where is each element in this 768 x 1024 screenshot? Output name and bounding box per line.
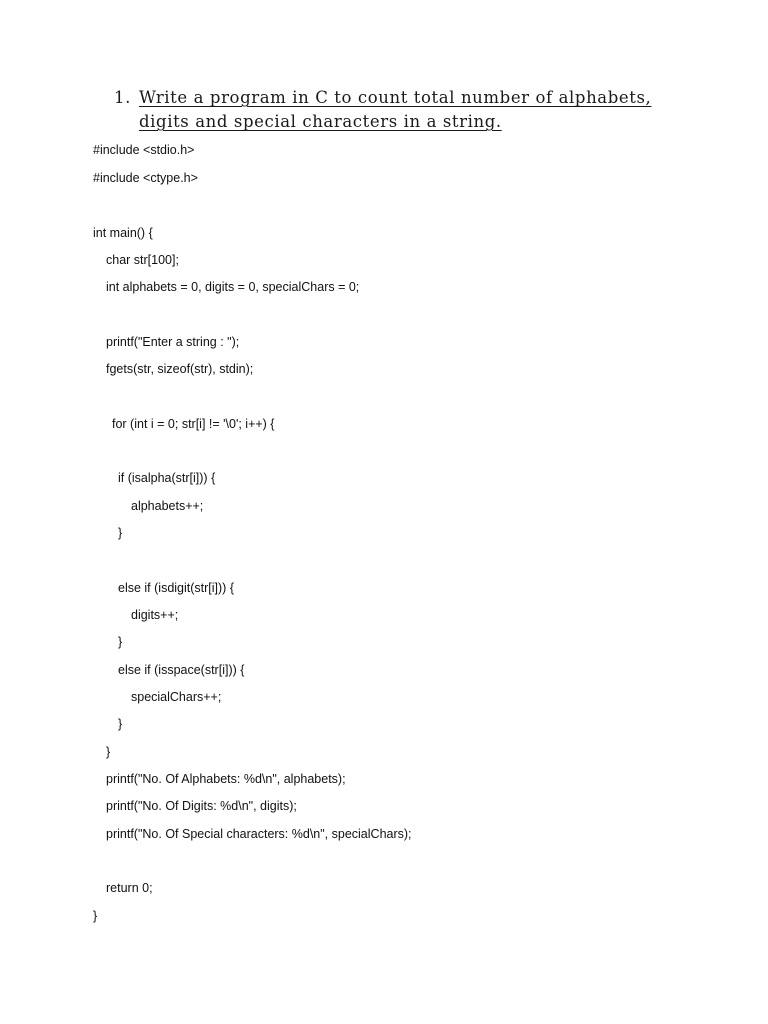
- code-line: }: [118, 526, 123, 540]
- code-line: #include <stdio.h>: [93, 143, 195, 157]
- code-line: printf("No. Of Alphabets: %d\n", alphabets);: [106, 772, 346, 786]
- code-line: else if (isspace(str[i])) {: [118, 663, 245, 677]
- code-line: }: [106, 745, 111, 759]
- code-line: digits++;: [131, 608, 179, 622]
- code-line: int main() {: [93, 226, 153, 240]
- code-line: specialChars++;: [131, 690, 222, 704]
- question-heading: [114, 86, 674, 134]
- code-line: alphabets++;: [131, 499, 204, 513]
- code-line: }: [93, 909, 98, 923]
- code-line: if (isalpha(str[i])) {: [118, 471, 216, 485]
- code-line: printf("No. Of Special characters: %d\n", specialChars);: [106, 827, 412, 841]
- code-line: for (int i = 0; str[i] != '\0'; i++) {: [112, 417, 275, 431]
- code-line: #include <ctype.h>: [93, 171, 198, 185]
- code-line: return 0;: [106, 881, 153, 895]
- code-line: fgets(str, sizeof(str), stdin);: [106, 362, 254, 376]
- code-line: else if (isdigit(str[i])) {: [118, 581, 234, 595]
- code-line: }: [118, 635, 123, 649]
- question-text: Write a program in C to count total number of alphabets, digits and special characters in a string.: [139, 88, 652, 131]
- code-line: printf("No. Of Digits: %d\n", digits);: [106, 799, 297, 813]
- code-line: }: [118, 717, 123, 731]
- question-number: 1.: [114, 88, 131, 107]
- code-line: int alphabets = 0, digits = 0, specialChars = 0;: [106, 280, 360, 294]
- code-line: char str[100];: [106, 253, 179, 267]
- code-line: printf("Enter a string : ");: [106, 335, 240, 349]
